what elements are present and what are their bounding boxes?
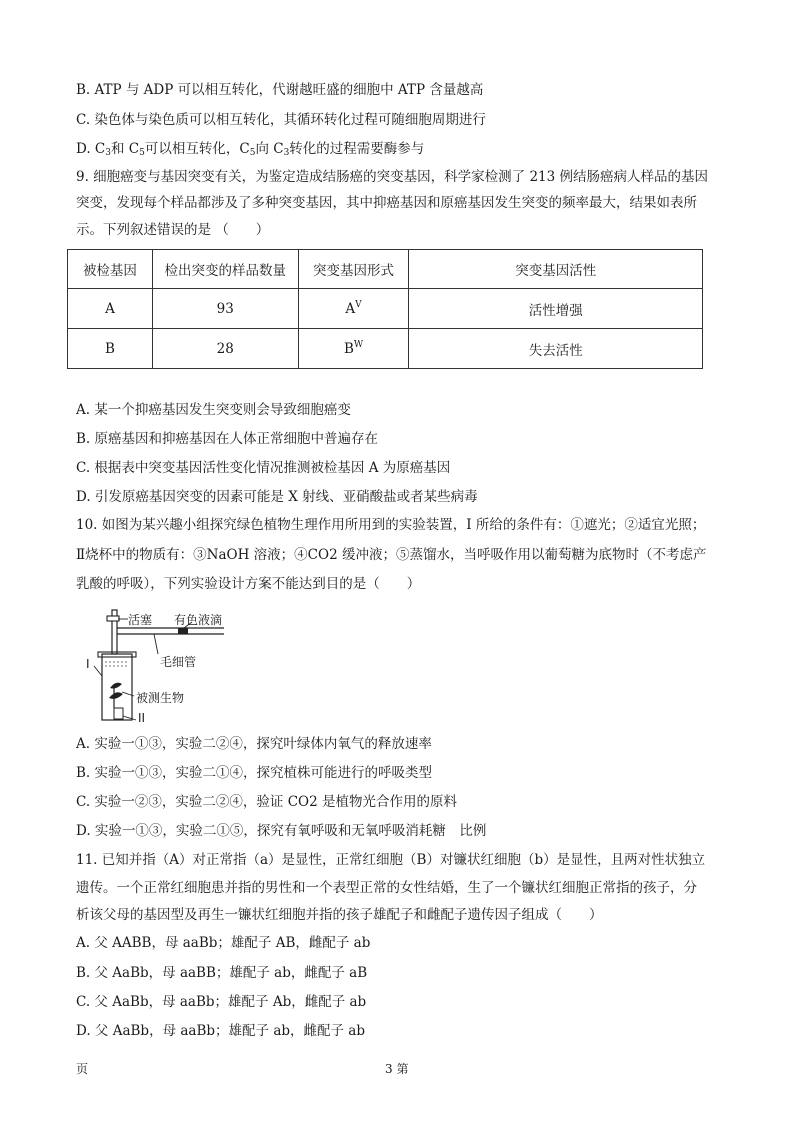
label-i: I xyxy=(86,657,90,671)
q8-option-d: D. $C_3$和 $C_5$可以相互转化，$C_5$向 $C_3$转化的过程需要酶参与 xyxy=(76,141,425,158)
plant-leaf-icon xyxy=(110,683,122,689)
footer-page-number: 3 第 xyxy=(385,1062,409,1076)
q11-option-d: D. 父 AaBb，母 aaBb；雄配子 ab，雌配子 ab xyxy=(76,1023,365,1039)
table-header-row xyxy=(68,250,703,289)
q10-option-a: A. 实验一①③，实验二②④，探究叶绿体内氧气的释放速率 xyxy=(76,736,432,752)
q9-option-d: D. 引发原癌基因突变的因素可能是 X 射线、亚硝酸盐或者某些病毒 xyxy=(76,489,478,505)
q11-option-b: B. 父 AaBb，母 aaBB；雄配子 ab，雌配子 aB xyxy=(76,965,368,981)
q10-option-b: B. 实验一①③，实验二①④，探究植株可能进行的呼吸类型 xyxy=(76,765,433,781)
table-cell-gene: A xyxy=(68,289,153,329)
q11-stem-line-3: 析该父母的基因型及再生一镰状红细胞并指的孩子雄配子和雌配子遗传因子组成（ ） xyxy=(76,907,603,923)
q9-stem-line-1: 9. 细胞癌变与基因突变有关，为鉴定造成结肠癌的突变基因，科学家检测了 213 例结肠癌病人样品的基因 xyxy=(76,169,709,185)
q11-stem-line-1: 11. 已知并指（A）对正常指（a）是显性，正常红细胞（B）对镰状红细胞（b）是显性，且两对性状独立 xyxy=(76,852,706,868)
label-i-leader-line xyxy=(94,666,102,676)
table-row xyxy=(68,329,703,369)
table-cell-activity: 失去活性 xyxy=(409,329,703,369)
capillary-tube xyxy=(117,628,224,634)
valve-label: 活塞 xyxy=(128,613,153,627)
q11-option-c: C. 父 AaBb，母 aaBb；雄配子 Ab，雌配子 ab xyxy=(76,994,367,1010)
q10-stem-line-3: 乳酸的呼吸），下列实验设计方案不能达到目的是（ ） xyxy=(76,576,421,592)
table-cell-form: $A^V$ xyxy=(298,289,409,329)
q11-stem-line-2: 遗传。一个正常红细胞患并指的男性和一个表型正常的女性结婚，生了一个镰状红细胞正常指的孩子，分 xyxy=(76,880,697,896)
table-cell-form: $B^W$ xyxy=(298,329,409,369)
table-cell-gene: B xyxy=(68,329,153,369)
valve-shape xyxy=(107,616,119,621)
table-header-cell: 突变基因活性 xyxy=(409,250,703,289)
q10-option-d: D. 实验一①③，实验二①⑤，探究有氧呼吸和无氧呼吸消耗糖 比例 xyxy=(76,823,487,839)
capillary-leader-line xyxy=(154,634,158,654)
table-cell-count: 93 xyxy=(152,289,298,329)
q11-option-a: A. 父 AABB，母 aaBb；雄配子 AB，雌配子 ab xyxy=(76,935,371,951)
table-cell-activity: 活性增强 xyxy=(409,289,703,329)
q10-stem-line-1: 10. 如图为某兴趣小组探究绿色植物生理作用所用到的实验装置，I 所给的条件有：①遮光；②适宜光照； xyxy=(76,517,706,533)
jar-top-pattern xyxy=(105,662,129,666)
subject-label: 被测生物 xyxy=(136,691,185,705)
capillary-label: 毛细管 xyxy=(160,655,197,669)
droplet-label: 有色液滴 xyxy=(174,613,223,627)
colored-droplet-shape xyxy=(178,628,188,634)
table-row xyxy=(68,289,703,329)
table-header-cell: 被检基因 xyxy=(68,250,153,289)
q9-stem-line-2: 突变，发现每个样品都涉及了多种突变基因，其中抑癌基因和原癌基因发生突变的频率最大，结果如表所 xyxy=(76,195,697,211)
experiment-apparatus-diagram xyxy=(74,606,274,726)
q10-option-c: C. 实验一②③，实验二②④，验证 CO2 是植物光合作用的原料 xyxy=(76,794,457,810)
beaker-shape xyxy=(114,708,123,719)
table-cell-count: 28 xyxy=(152,329,298,369)
q8-option-c: C. 染色体与染色质可以相互转化，其循环转化过程可随细胞周期进行 xyxy=(76,112,486,128)
table-header-cell: 突变基因形式 xyxy=(298,250,409,289)
q9-option-a: A. 某一个抑癌基因发生突变则会导致细胞癌变 xyxy=(76,402,351,418)
q9-stem-line-3: 示。下列叙述错误的是 （ ） xyxy=(76,222,270,238)
q10-stem-line-2: Ⅱ烧杯中的物质有：③NaOH 溶液；④CO2 缓冲液；⑤蒸馏水，当呼吸作用以葡萄糖为底物时（不考虑产 xyxy=(76,547,707,563)
gene-mutation-table xyxy=(67,249,703,369)
footer-left: 页 xyxy=(76,1062,89,1076)
table-header-cell: 检出突变的样品数量 xyxy=(152,250,298,289)
q9-option-b: B. 原癌基因和抑癌基因在人体正常细胞中普遍存在 xyxy=(76,431,379,447)
plant-leaf-icon xyxy=(109,692,123,699)
q8-option-b: B. ATP 与 ADP 可以相互转化，代谢越旺盛的细胞中 ATP 含量越高 xyxy=(76,82,484,98)
label-ii: II xyxy=(138,711,146,725)
q9-option-c: C. 根据表中突变基因活性变化情况推测被检基因 A 为原癌基因 xyxy=(76,460,451,476)
